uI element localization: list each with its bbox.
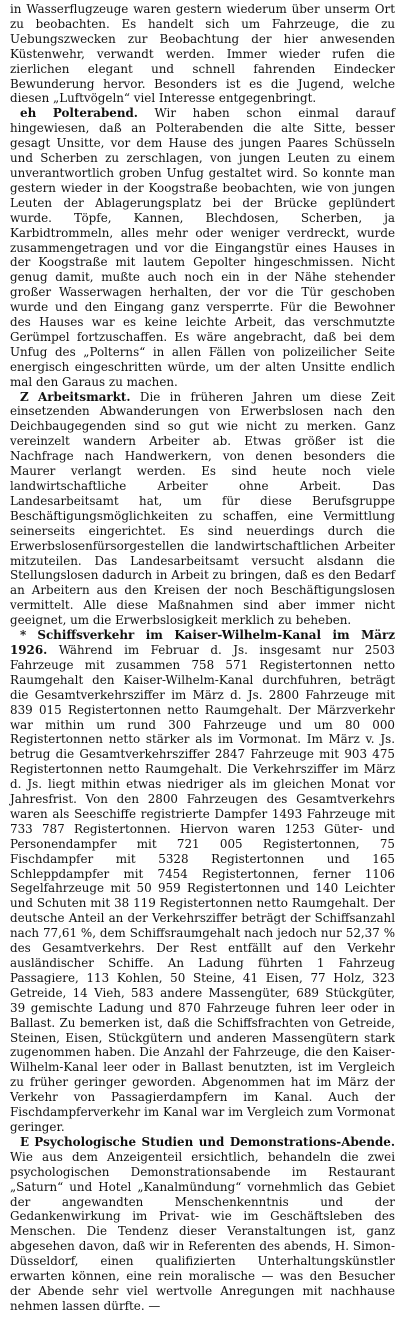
- paragraph-headline: Polterabend.: [52, 106, 138, 121]
- paragraph-psychologische-studien: [10, 1135, 395, 1314]
- paragraph-marker: E: [20, 1134, 30, 1149]
- paragraph-wasserflugzeuge: [10, 2, 395, 106]
- paragraph-text: in Wasserflugzeuge waren gestern wiederum über unserm Ort zu beobachten. Es handelt sich um Fahrzeuge, die zu Uebungszwecken zur Beobachtung der hier anwesenden Küstenwehr, verwandt werden. Immer wieder rufen die zierlichen elegant und schnell fahrenden Eindecker Bewunderung hervor. Besonders ist es die Jugend, welche diesen „Luftvögeln“ viel Interesse entgegenbringt.: [10, 2, 395, 106]
- paragraph-schiffsverkehr: [10, 628, 395, 1135]
- paragraph-headline: Schiffsverkehr im Kaiser-Wilhelm-Kanal im März 1926.: [10, 628, 396, 657]
- paragraph-headline: Arbeitsmarkt.: [38, 389, 131, 404]
- paragraph-text: Wir haben schon einmal darauf hingewiesen, daß an Polterabenden die alte Sitte, besser gesagt Unsitte, vor dem Hause des jungen Paares Schüsseln und Scherben zu zerschlagen, von jungen Leuten zu einem unverantwortlich groben Unfug gestaltet wird. So konnte man gestern wieder in der Koogstraße beobachten, wie von jungen Leuten der Ablagerungsplatz bei der Brücke geplündert wurde. Töpfe, Kannen, Blechdosen, Scherben, ja Karbidtrommeln, alles mehr oder weniger verdreckt, wurde zusammengetragen und vor die Eingangstür eines Hauses in der Koogstraße mit lautem Gepolter hingeschmissen. Nicht genug damit, mußte auch noch ein in der Nähe stehender großer Wasserwagen herhalten, der vor die Tür geschoben wurde und den Eingang ganz versperrte. Für die Bewohner des Hauses war es keine leichte Arbeit, das verschmutzte Gerümpel fortzuschaffen. Es wäre angebracht, daß bei dem Unfug des „Polterns“ in allen Fällen von polizeilicher Seite energisch eingeschritten würde, um der alten Unsitte endlich mal den Garaus zu machen.: [10, 106, 396, 389]
- paragraph-text: Während im Februar d. Js. insgesamt nur 2503 Fahrzeuge mit zusammen 758 571 Registertonnen netto Raumgehalt den Kaiser-Wilhelm-Kanal durchfuhren, beträgt die Gesamtverkehrsziffer im März d. Js. 2800 Fahrzeuge mit 839 015 Registertonnen netto Raumgehalt. Der Märzverkehr war mithin um rund 300 Fahrzeuge und um 80 000 Registertonnen netto stärker als im Vormonat. Im März v. Js. betrug die Gesamtverkehrsziffer 2847 Fahrzeuge mit 903 475 Registertonnen netto Raumgehalt. Die Verkehrsziffer im März d. Js. liegt mithin etwas niedriger als im gleichen Monat vor Jahresfrist. Von den 2800 Fahrzeugen des Gesamtverkehrs waren als Seeschiffe registrierte Dampfer 1493 Fahrzeuge mit 733 787 Registertonnen. Hiervon waren 1253 Güter- und Personendampfer mit 721 005 Registertonnen, 75 Fischdampfer mit 5328 Registertonnen und 165 Schleppdampfer mit 7454 Registertonnen, ferner 1106 Segelfahrzeuge mit 50 959 Registertonnen und 140 Leichter und Schuten mit 38 119 Registertonnen netto Raumgehalt. Der deutsche Anteil an der Verkehrsziffer beträgt der Schiffsanzahl nach 77,61 %, dem Schiffsraumgehalt nach jedoch nur 52,37 % des Gesamtverkehrs. Der Rest entfällt auf den Verkehr ausländischer Schiffe. An Ladung führten 1 Fahrzeug Passagiere, 113 Kohlen, 50 Steine, 41 Eisen, 77 Holz, 323 Getreide, 14 Vieh, 583 andere Massengüter, 689 Stückgüter, 39 gemischte Ladung und 870 Fahrzeuge fuhren leer oder in Ballast. Zu bemerken ist, daß die Schiffsfrachten von Getreide, Steinen, Eisen, Stückgütern und anderen Massengütern stark zugenommen haben. Die Anzahl der Fahrzeuge, die den Kaiser-Wilhelm-Kanal leer oder in Ballast benutzten, ist im Vergleich zu früher geringer geworden. Abgenommen hat im März der Verkehr von Passagierdampfern im Kanal. Auch der Fischdampferverkehr im Kanal war im Vergleich zum Vormonat geringer.: [10, 642, 396, 1134]
- paragraph-text: Wie aus dem Anzeigenteil ersichtlich, behandeln die zwei psychologischen Demonstrationsabende im Restaurant „Saturn“ und Hotel „Kanalmündung“ vornehmlich das Gebiet der angewandten Menschenkenntnis und der Gedankenwirkung im Privat- wie im Geschäftsleben des Menschen. Die Tendenz dieser Veranstaltungen ist, ganz abgesehen davon, daß wir in Referenten des abends, H. Simon-Düsseldorf, einen qualifizierten Unterhaltungskünstler erwarten können, eine rein moralische — was den Besucher der Abende sehr viel wertvolle Anregungen mit nachhause nehmen lassen dürfte. —: [10, 1149, 395, 1313]
- paragraph-text: Die in früheren Jahren um diese Zeit einsetzenden Abwanderungen von Erwerbslosen nach den Deichbaugegenden sind so gut wie nicht zu merken. Ganz vereinzelt wandern Arbeiter ab. Etwas größer ist die Nachfrage nach Handwerkern, von denen besonders die Maurer verlangt werden. Es sind heute noch viele landwirtschaftliche Arbeiter ohne Arbeit. Das Landesarbeitsamt hat, um für diese Berufsgruppe Beschäftigungsmöglichkeiten zu schaffen, eine Vermittlung seinerseits eingerichtet. Es sind neuerdings durch die Erwerbslosenfürsorgestellen die landwirtschaftlichen Arbeiter mitzuteilen. Das Landesarbeitsamt versucht alsdann die Stellungslosen dadurch in Arbeit zu bringen, daß es den Bedarf an Arbeitern aus den Kreisen der noch Beschäftigungslosen vermittelt. Alle diese Maßnahmen sind aber immer nicht geeignet, um die Erwerbslosigkeit merklich zu beheben.: [10, 389, 395, 628]
- paragraph-marker: *: [20, 628, 27, 643]
- paragraph-polterabend: [10, 106, 395, 389]
- paragraph-headline: Psychologische Studien und Demonstrations-Abende.: [34, 1134, 396, 1149]
- paragraph-arbeitsmarkt: [10, 390, 395, 629]
- paragraph-marker: eh: [20, 106, 37, 121]
- paragraph-marker: Z: [20, 389, 29, 404]
